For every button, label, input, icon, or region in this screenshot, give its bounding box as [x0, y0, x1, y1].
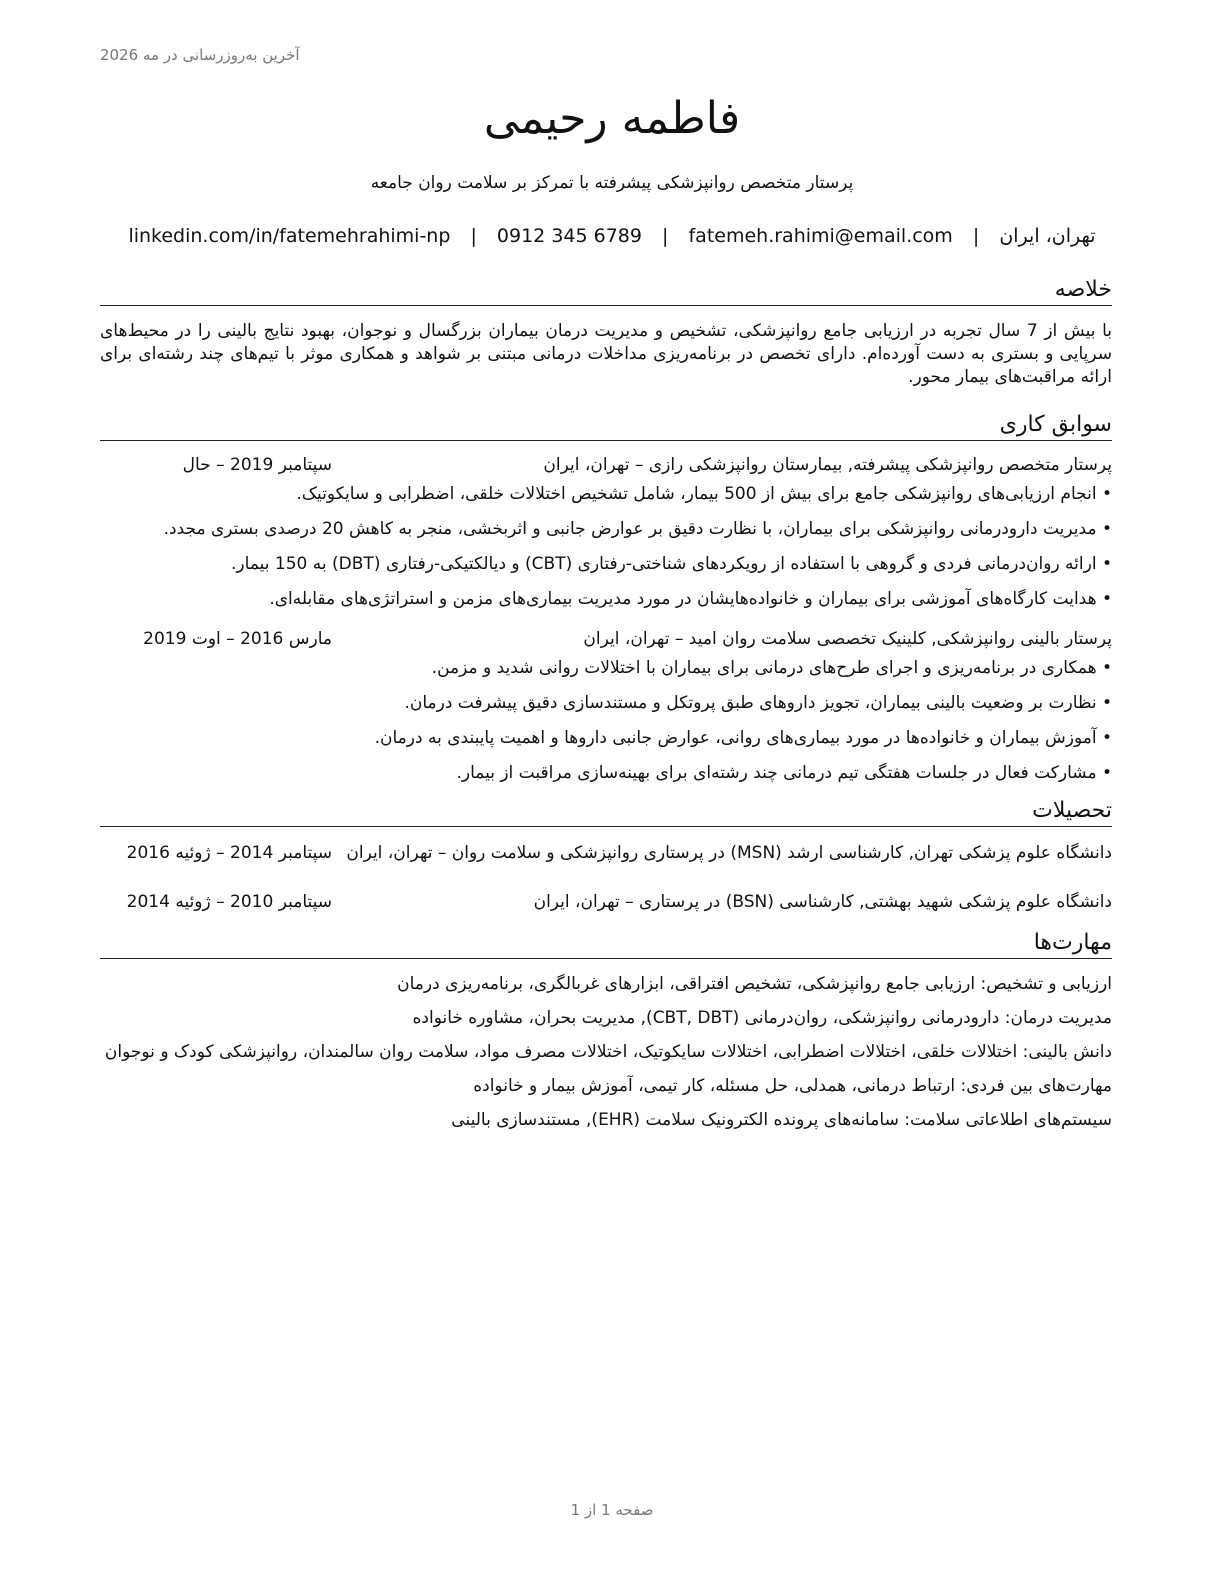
education-entry	[100, 841, 1112, 866]
section-heading-education: تحصیلات	[100, 797, 1112, 827]
education-title: دانشگاه علوم پزشکی شهید بهشتی, کارشناسی (BSN) در پرستاری – تهران، ایران	[533, 892, 1112, 912]
job-bullet: • مدیریت دارودرمانی روانپزشکی برای بیماران، با نظارت دقیق بر عوارض جانبی و اثربخشی، منجر به کاهش 20 درصدی بستری مجدد.	[100, 518, 1112, 541]
last-updated-note: آخرین به‌روزرسانی در مه 2026	[100, 46, 300, 64]
section-heading-summary: خلاصه	[100, 276, 1112, 306]
job-dates: سپتامبر 2019 – حال	[182, 455, 332, 475]
skills-section	[100, 929, 1112, 1132]
education-dates: سپتامبر 2014 – ژوئیه 2016	[126, 843, 332, 863]
job-bullets	[100, 483, 1112, 611]
job-title: پرستار متخصص روانپزشکی پیشرفته, بیمارستان روانپزشکی رازی – تهران، ایران	[543, 455, 1112, 475]
skill-line: مدیریت درمان: دارودرمانی روانپزشکی، روان‌درمانی (CBT, DBT), مدیریت بحران، مشاوره خانواده	[412, 1008, 1112, 1028]
candidate-name: فاطمه رحیمی	[483, 93, 741, 144]
job-entry	[100, 627, 1112, 785]
skill-line: سیستم‌های اطلاعاتی سلامت: سامانه‌های پرونده الکترونیک سلامت (EHR), مستندسازی بالینی	[451, 1110, 1112, 1130]
education-dates: سپتامبر 2010 – ژوئیه 2014	[126, 892, 332, 912]
job-title: پرستار بالینی روانپزشکی, کلینیک تخصصی سلامت روان امید – تهران، ایران	[583, 629, 1112, 649]
contact-phone: 0912 345 6789	[496, 225, 642, 247]
contact-email[interactable]: fatemeh.rahimi@email.com	[688, 225, 953, 247]
candidate-tagline: پرستار متخصص روانپزشکی پیشرفته با تمرکز بر سلامت روان جامعه	[370, 173, 854, 193]
summary-text: با بیش از 7 سال تجربه در ارزیابی جامع روانپزشکی، تشخیص و مدیریت درمان بیماران بزرگسال و نوجوان، بهبود نتایج بالینی را در محیط‌های سرپایی و بستری به دست آورده‌ام. دارای تخصص در برنامه‌ریزی مداخلات درمانی مبتنی بر شواهد و همکاری موثر با تیم‌های چند رشته‌ای برای ارائه مراقبت‌های بیمار محور.	[100, 321, 1112, 387]
job-header	[100, 627, 1112, 651]
job-bullet: • ارائه روان‌درمانی فردی و گروهی با استفاده از رویکردهای شناختی-رفتاری (CBT) و دیالکتیکی-رفتاری (DBT) به 150 بیمار.	[100, 553, 1112, 576]
section-heading-experience: سوابق کاری	[100, 411, 1112, 441]
education-title: دانشگاه علوم پزشکی تهران, کارشناسی ارشد (MSN) در پرستاری روانپزشکی و سلامت روان – تهران، ایران	[346, 843, 1112, 863]
education-section	[100, 797, 1112, 915]
job-bullet: • هدایت کارگاه‌های آموزشی برای بیماران و خانواده‌هایشان در مورد مدیریت بیماری‌های مزمن و استراتژی‌های مقابله‌ای.	[100, 588, 1112, 611]
job-bullet: • انجام ارزیابی‌های روانپزشکی جامع برای بیش از 500 بیمار، شامل تشخیص اختلالات خلقی، اضطرابی و سایکوتیک.	[100, 483, 1112, 506]
skill-line: مهارت‌های بین فردی: ارتباط درمانی، همدلی، حل مسئله، کار تیمی، آموزش بیمار و خانواده	[473, 1076, 1112, 1096]
contact-line	[0, 222, 1224, 250]
job-bullet: • مشارکت فعال در جلسات هفتگی تیم درمانی چند رشته‌ای برای بهینه‌سازی مراقبت از بیمار.	[100, 762, 1112, 785]
education-entry	[100, 890, 1112, 915]
job-bullet: • آموزش بیماران و خانواده‌ها در مورد بیماری‌های روانی، عوارض جانبی داروها و اهمیت پایبندی به درمان.	[100, 727, 1112, 750]
job-dates: مارس 2016 – اوت 2019	[143, 629, 332, 649]
section-heading-skills: مهارت‌ها	[100, 929, 1112, 959]
experience-section	[100, 411, 1112, 785]
contact-separator: |	[662, 225, 669, 247]
skill-line: دانش بالینی: اختلالات خلقی، اختلالات اضطرابی، اختلالات سایکوتیک، اختلالات مصرف مواد، سلامت روان سالمندان، روانپزشکی کودک و نوجوان	[104, 1042, 1112, 1062]
job-bullet: • همکاری در برنامه‌ریزی و اجرای طرح‌های درمانی برای بیماران با اختلالات روانی شدید و مزمن.	[100, 657, 1112, 680]
job-bullets	[100, 657, 1112, 785]
page-number: صفحه 1 از 1	[570, 1501, 654, 1519]
job-bullet: • نظارت بر وضعیت بالینی بیماران، تجویز داروهای طبق پروتکل و مستندسازی دقیق پیشرفت درمان.	[100, 692, 1112, 715]
job-entry	[100, 453, 1112, 611]
resume-content	[100, 276, 1112, 1132]
contact-location: تهران، ایران	[999, 225, 1096, 247]
job-header	[100, 453, 1112, 477]
contact-linkedin[interactable]: linkedin.com/in/fatemehrahimi-np	[128, 225, 451, 247]
summary-section	[100, 276, 1112, 389]
contact-separator: |	[470, 225, 477, 247]
contact-separator: |	[972, 225, 980, 247]
skill-line: ارزیابی و تشخیص: ارزیابی جامع روانپزشکی، تشخیص افتراقی، ابزارهای غربالگری، برنامه‌ریزی درمان	[397, 974, 1112, 994]
